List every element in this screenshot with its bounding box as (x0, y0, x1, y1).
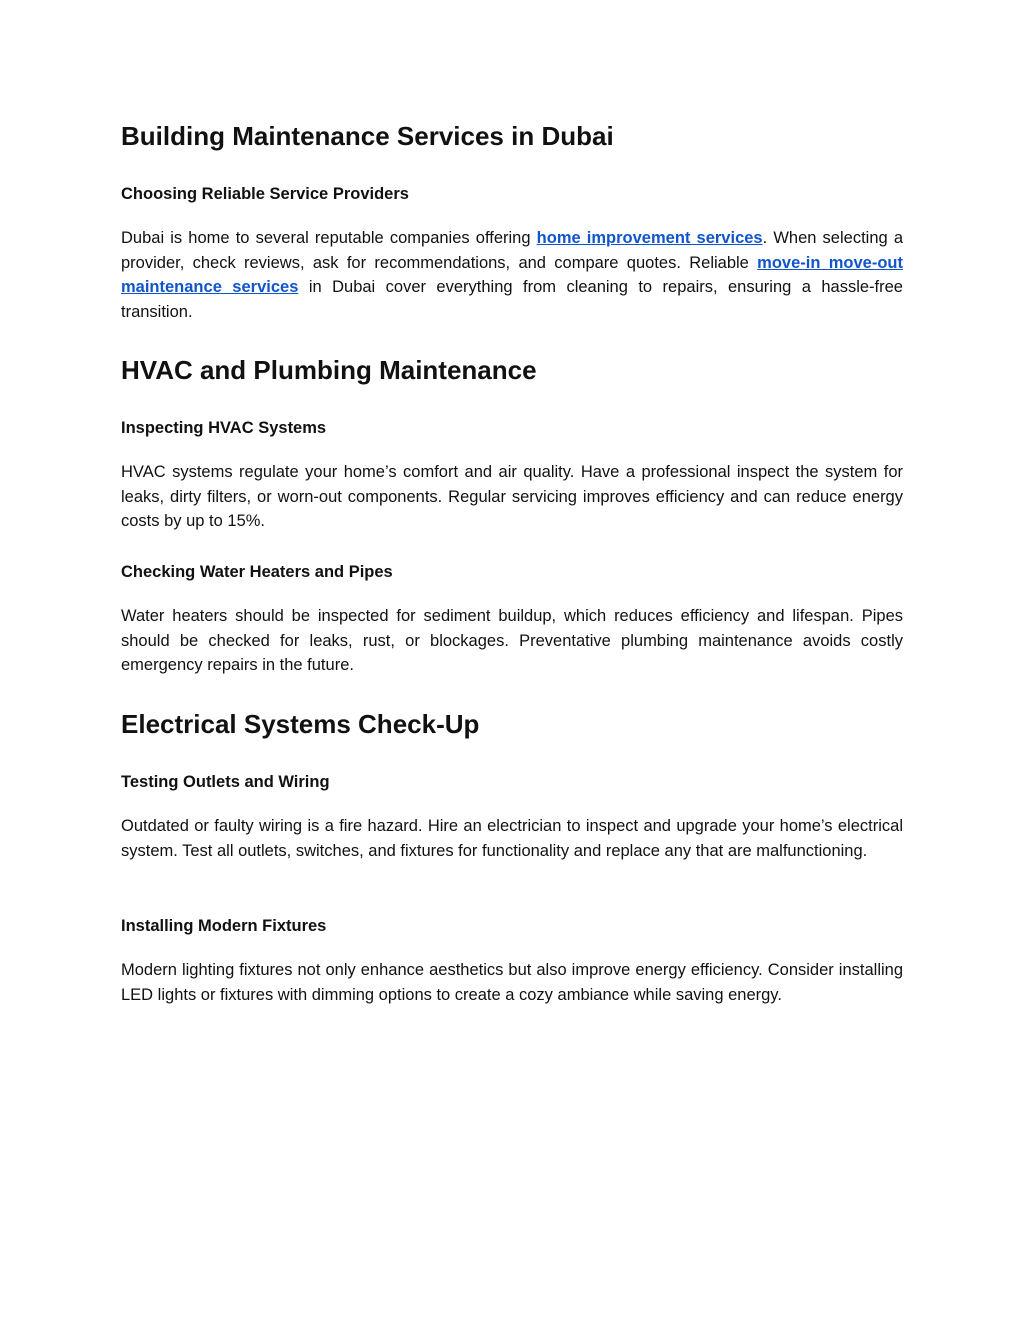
paragraph-text: in Dubai cover everything from cleaning to repairs, ensuring a hassle-free transition. (121, 278, 903, 321)
subheading-testing-outlets: Testing Outlets and Wiring (121, 773, 330, 791)
paragraph-text: Dubai is home to several reputable companies offering (121, 229, 537, 247)
paragraph-text: . When selecting a provider, check reviews, ask for recommendations, and compare quotes. Reliable (121, 229, 903, 272)
paragraph-inspecting-hvac: HVAC systems regulate your home’s comfort and air quality. Have a professional inspect the system for leaks, dirty filters, or worn-out components. Regular servicing improves efficiency and can reduce energy costs by up to 15%. (121, 463, 903, 530)
section-heading-hvac-plumbing: HVAC and Plumbing Maintenance (121, 355, 537, 385)
subheading-modern-fixtures: Installing Modern Fixtures (121, 917, 327, 935)
section-heading-electrical: Electrical Systems Check-Up (121, 709, 480, 739)
subheading-water-heaters-pipes: Checking Water Heaters and Pipes (121, 563, 393, 581)
move-in-move-out-services-link[interactable]: move-in move-out maintenance services (121, 253, 903, 296)
paragraph-choosing-providers (121, 226, 903, 324)
home-improvement-services-link[interactable]: home improvement services (536, 229, 763, 247)
section-heading-building-maintenance: Building Maintenance Services in Dubai (121, 121, 614, 151)
paragraph-modern-fixtures: Modern lighting fixtures not only enhance aesthetics but also improve energy efficiency. Consider installing LED lights or fixtures with dimming options to create a cozy ambiance while saving energy. (121, 961, 903, 1004)
paragraph-water-heaters-pipes: Water heaters should be inspected for sediment buildup, which reduces efficiency and lifespan. Pipes should be checked for leaks, rust, or blockages. Preventative plumbing maintenance avoids costly emergency repairs in the future. (121, 607, 903, 674)
paragraph-testing-outlets: Outdated or faulty wiring is a fire hazard. Hire an electrician to inspect and upgrade your home’s electrical system. Test all outlets, switches, and fixtures for functionality and replace any that are malfunctioning. (121, 817, 903, 860)
subheading-choosing-providers: Choosing Reliable Service Providers (121, 185, 409, 203)
subheading-inspecting-hvac: Inspecting HVAC Systems (121, 419, 327, 437)
